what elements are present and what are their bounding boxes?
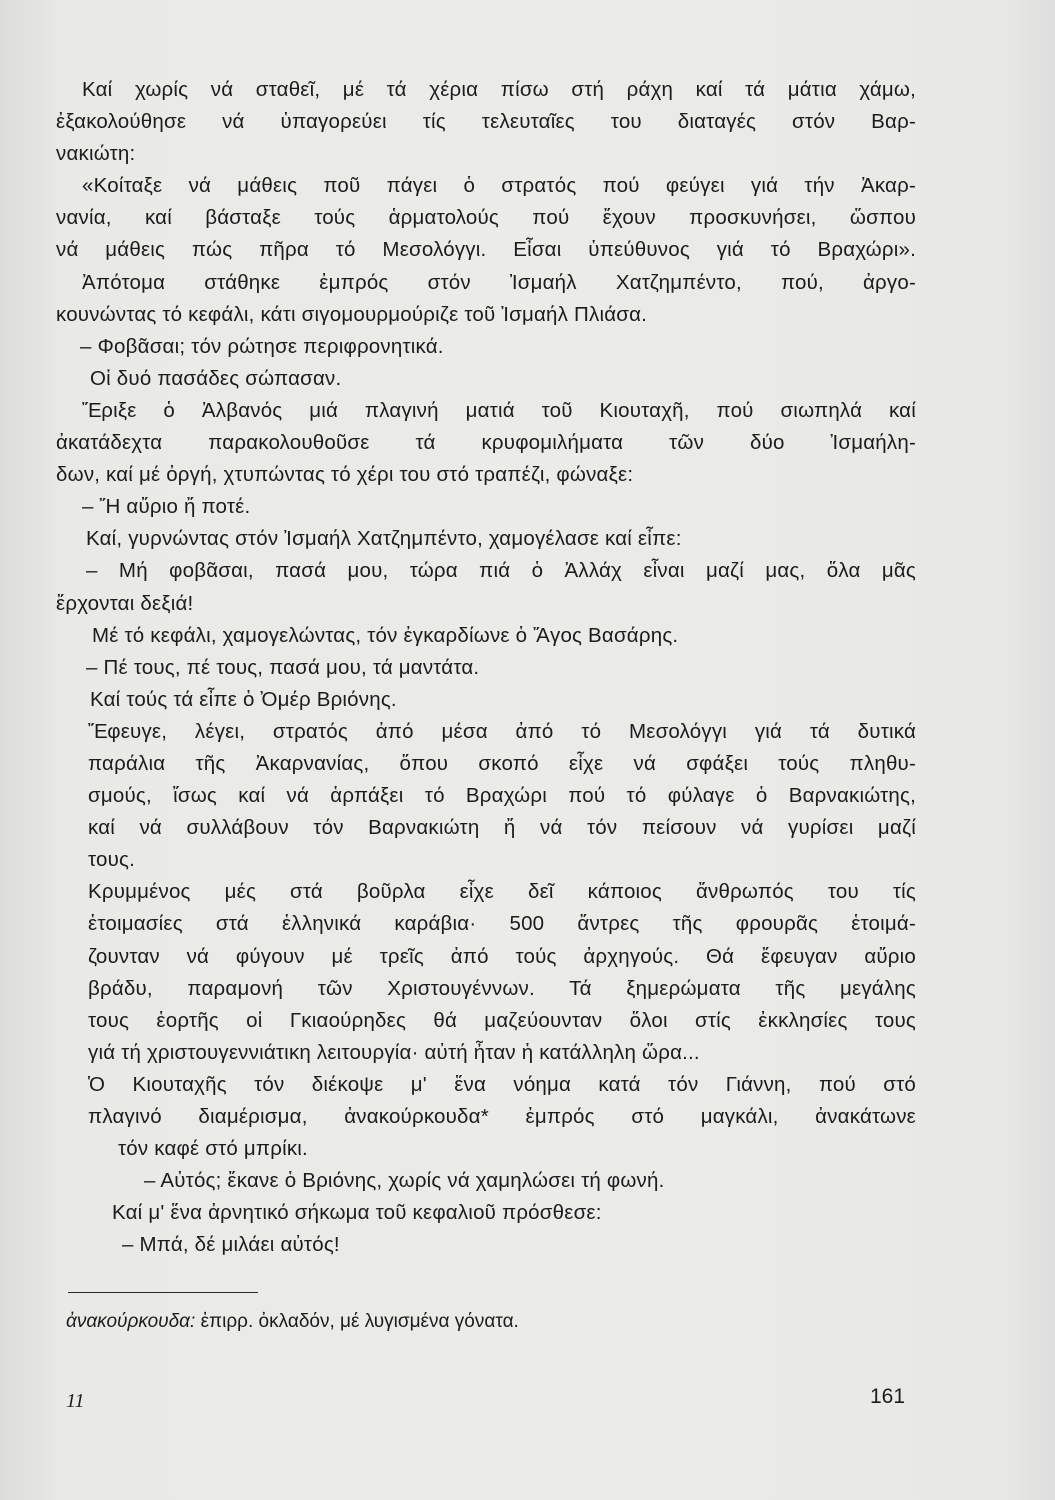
text-line: Καί, γυρνώντας στόν Ἰσμαήλ Χατζημπέντο, χαμογέλασε καί εἶπε: <box>86 527 682 551</box>
text-line: κουνώντας τό κεφάλι, κάτι σιγομουρμούριζε τοῦ Ἰσμαήλ Πλιάσα. <box>56 302 648 326</box>
text-line: νά μάθεις πώς πῆρα τό Μεσολόγγι. Εἶσαι ὑπεύθυνος γιά τό Βραχώρι». <box>56 238 916 262</box>
text-line: γιά τή χριστουγεννιάτικη λειτουργία· αὐτή ἦταν ἡ κατάλληλη ὥρα... <box>88 1040 700 1064</box>
text-line: τους ἑορτῆς οἱ Γκιαούρηδες θά μαζεύουνταν ὅλοι στίς ἐκκλησίες τους <box>88 1008 916 1032</box>
text-line: – Μή φοβᾶσαι, πασά μου, τώρα πιά ὁ Ἀλλάχ εἶναι μαζί μας, ὅλα μᾶς <box>86 559 916 583</box>
text-line: Ὁ Κιουταχῆς τόν διέκοψε μ' ἕνα νόημα κατά τόν Γιάννη, πού στό <box>88 1072 916 1096</box>
text-line: καί νά συλλάβουν τόν Βαρνακιώτη ἤ νά τόν πείσουν νά γυρίσει μαζί <box>88 816 916 840</box>
text-line: Ἀπότομα στάθηκε ἐμπρός στόν Ἰσμαήλ Χατζημπέντο, πού, ἀργο- <box>82 270 916 294</box>
text-line: ἐξακολούθησε νά ὑπαγορεύει τίς τελευταῖες του διαταγές στόν Βαρ- <box>56 110 916 134</box>
text-line: – Πέ τους, πέ τους, πασά μου, τά μαντάτα. <box>86 655 480 679</box>
text-line: ἑτοιμασίες στά ἑλληνικά καράβια· 500 ἄντρες τῆς φρουρᾶς ἑτοιμά- <box>88 912 916 936</box>
text-line: Ἔριξε ὁ Ἀλβανός μιά πλαγινή ματιά τοῦ Κιουταχῆ, πού σιωπηλά καί <box>82 398 916 422</box>
text-line: – Μπά, δέ μιλάει αὐτός! <box>122 1233 340 1257</box>
text-line: Κρυμμένος μές στά βοῦρλα εἶχε δεῖ κάποιος ἄνθρωπός του τίς <box>88 880 916 904</box>
text-line: πλαγινό διαμέρισμα, ἀνακούρκουδα* ἐμπρός στό μαγκάλι, ἀνακάτωνε <box>88 1105 916 1128</box>
text-line: σμούς, ἴσως καί νά ἁρπάξει τό Βραχώρι πού τό φύλαγε ὁ Βαρνακιώτης, <box>88 784 916 808</box>
text-line: «Κοίταξε νά μάθεις ποῦ πάγει ὁ στρατός πού φεύγει γιά τήν Ἀκαρ- <box>82 174 916 198</box>
text-line: νακιώτη: <box>56 142 136 166</box>
text-line: δων, καί μέ ὀργή, χτυπώντας τό χέρι του στό τραπέζι, φώναξε: <box>56 463 634 487</box>
text-line: Μέ τό κεφάλι, χαμογελώντας, τόν ἐγκαρδίωνε ὁ Ἄγος Βασάρης. <box>92 623 679 647</box>
text-line: βράδυ, παραμονή τῶν Χριστουγέννων. Τά ξημερώματα τῆς μεγάλης <box>88 976 916 1000</box>
text-line: παράλια τῆς Ἀκαρνανίας, ὅπου σκοπό εἶχε νά σφάξει τούς πληθυ- <box>88 751 916 775</box>
text-line: – Αὐτός; ἔκανε ὁ Βριόνης, χωρίς νά χαμηλώσει τή φωνή. <box>144 1169 665 1193</box>
text-line: ζουνταν νά φύγουν μέ τρεῖς ἀπό τούς ἀρχηγούς. Θά ἔφευγαν αὔριο <box>88 944 916 968</box>
text-line: Καί χωρίς νά σταθεῖ, μέ τά χέρια πίσω στή ράχη καί τά μάτια χάμω, <box>82 78 916 101</box>
text-line: Οἱ δυό πασάδες σώπασαν. <box>90 366 342 390</box>
footnote <box>66 1308 519 1336</box>
footnote-definition: ἐπιρρ. ὀκλαδόν, μέ λυγισμένα γόνατα. <box>195 1311 519 1332</box>
text-line: τους. <box>88 848 135 872</box>
text-line: τόν καφέ στό μπρίκι. <box>118 1137 308 1161</box>
body-text <box>56 74 916 1261</box>
footnote-term: ἀνακούρκουδα: <box>66 1311 196 1332</box>
text-line: ἀκατάδεχτα παρακολουθοῦσε τά κρυφομιλήματα τῶν δύο Ἰσμαήλη- <box>56 431 916 455</box>
text-line: Καί μ' ἕνα ἀρνητικό σήκωμα τοῦ κεφαλιοῦ πρόσθεσε: <box>112 1201 602 1225</box>
page-number: 161 <box>870 1385 906 1408</box>
text-line: – Ἤ αὔριο ἤ ποτέ. <box>82 495 251 519</box>
text-line: νανία, καί βάσταξε τούς ἁρματολούς πού ἔχουν προσκυνήσει, ὥσπου <box>56 206 916 230</box>
text-line: – Φοβᾶσαι; τόν ρώτησε περιφρονητικά. <box>80 334 444 358</box>
signature-mark: 11 <box>66 1390 85 1412</box>
text-line: Καί τούς τά εἶπε ὁ Ὀμέρ Βριόνης. <box>90 687 397 711</box>
footnote-separator <box>68 1292 258 1293</box>
text-line: ἔρχονται δεξιά! <box>56 591 194 615</box>
text-line: Ἔφευγε, λέγει, στρατός ἀπό μέσα ἀπό τό Μεσολόγγι γιά τά δυτικά <box>88 719 916 743</box>
